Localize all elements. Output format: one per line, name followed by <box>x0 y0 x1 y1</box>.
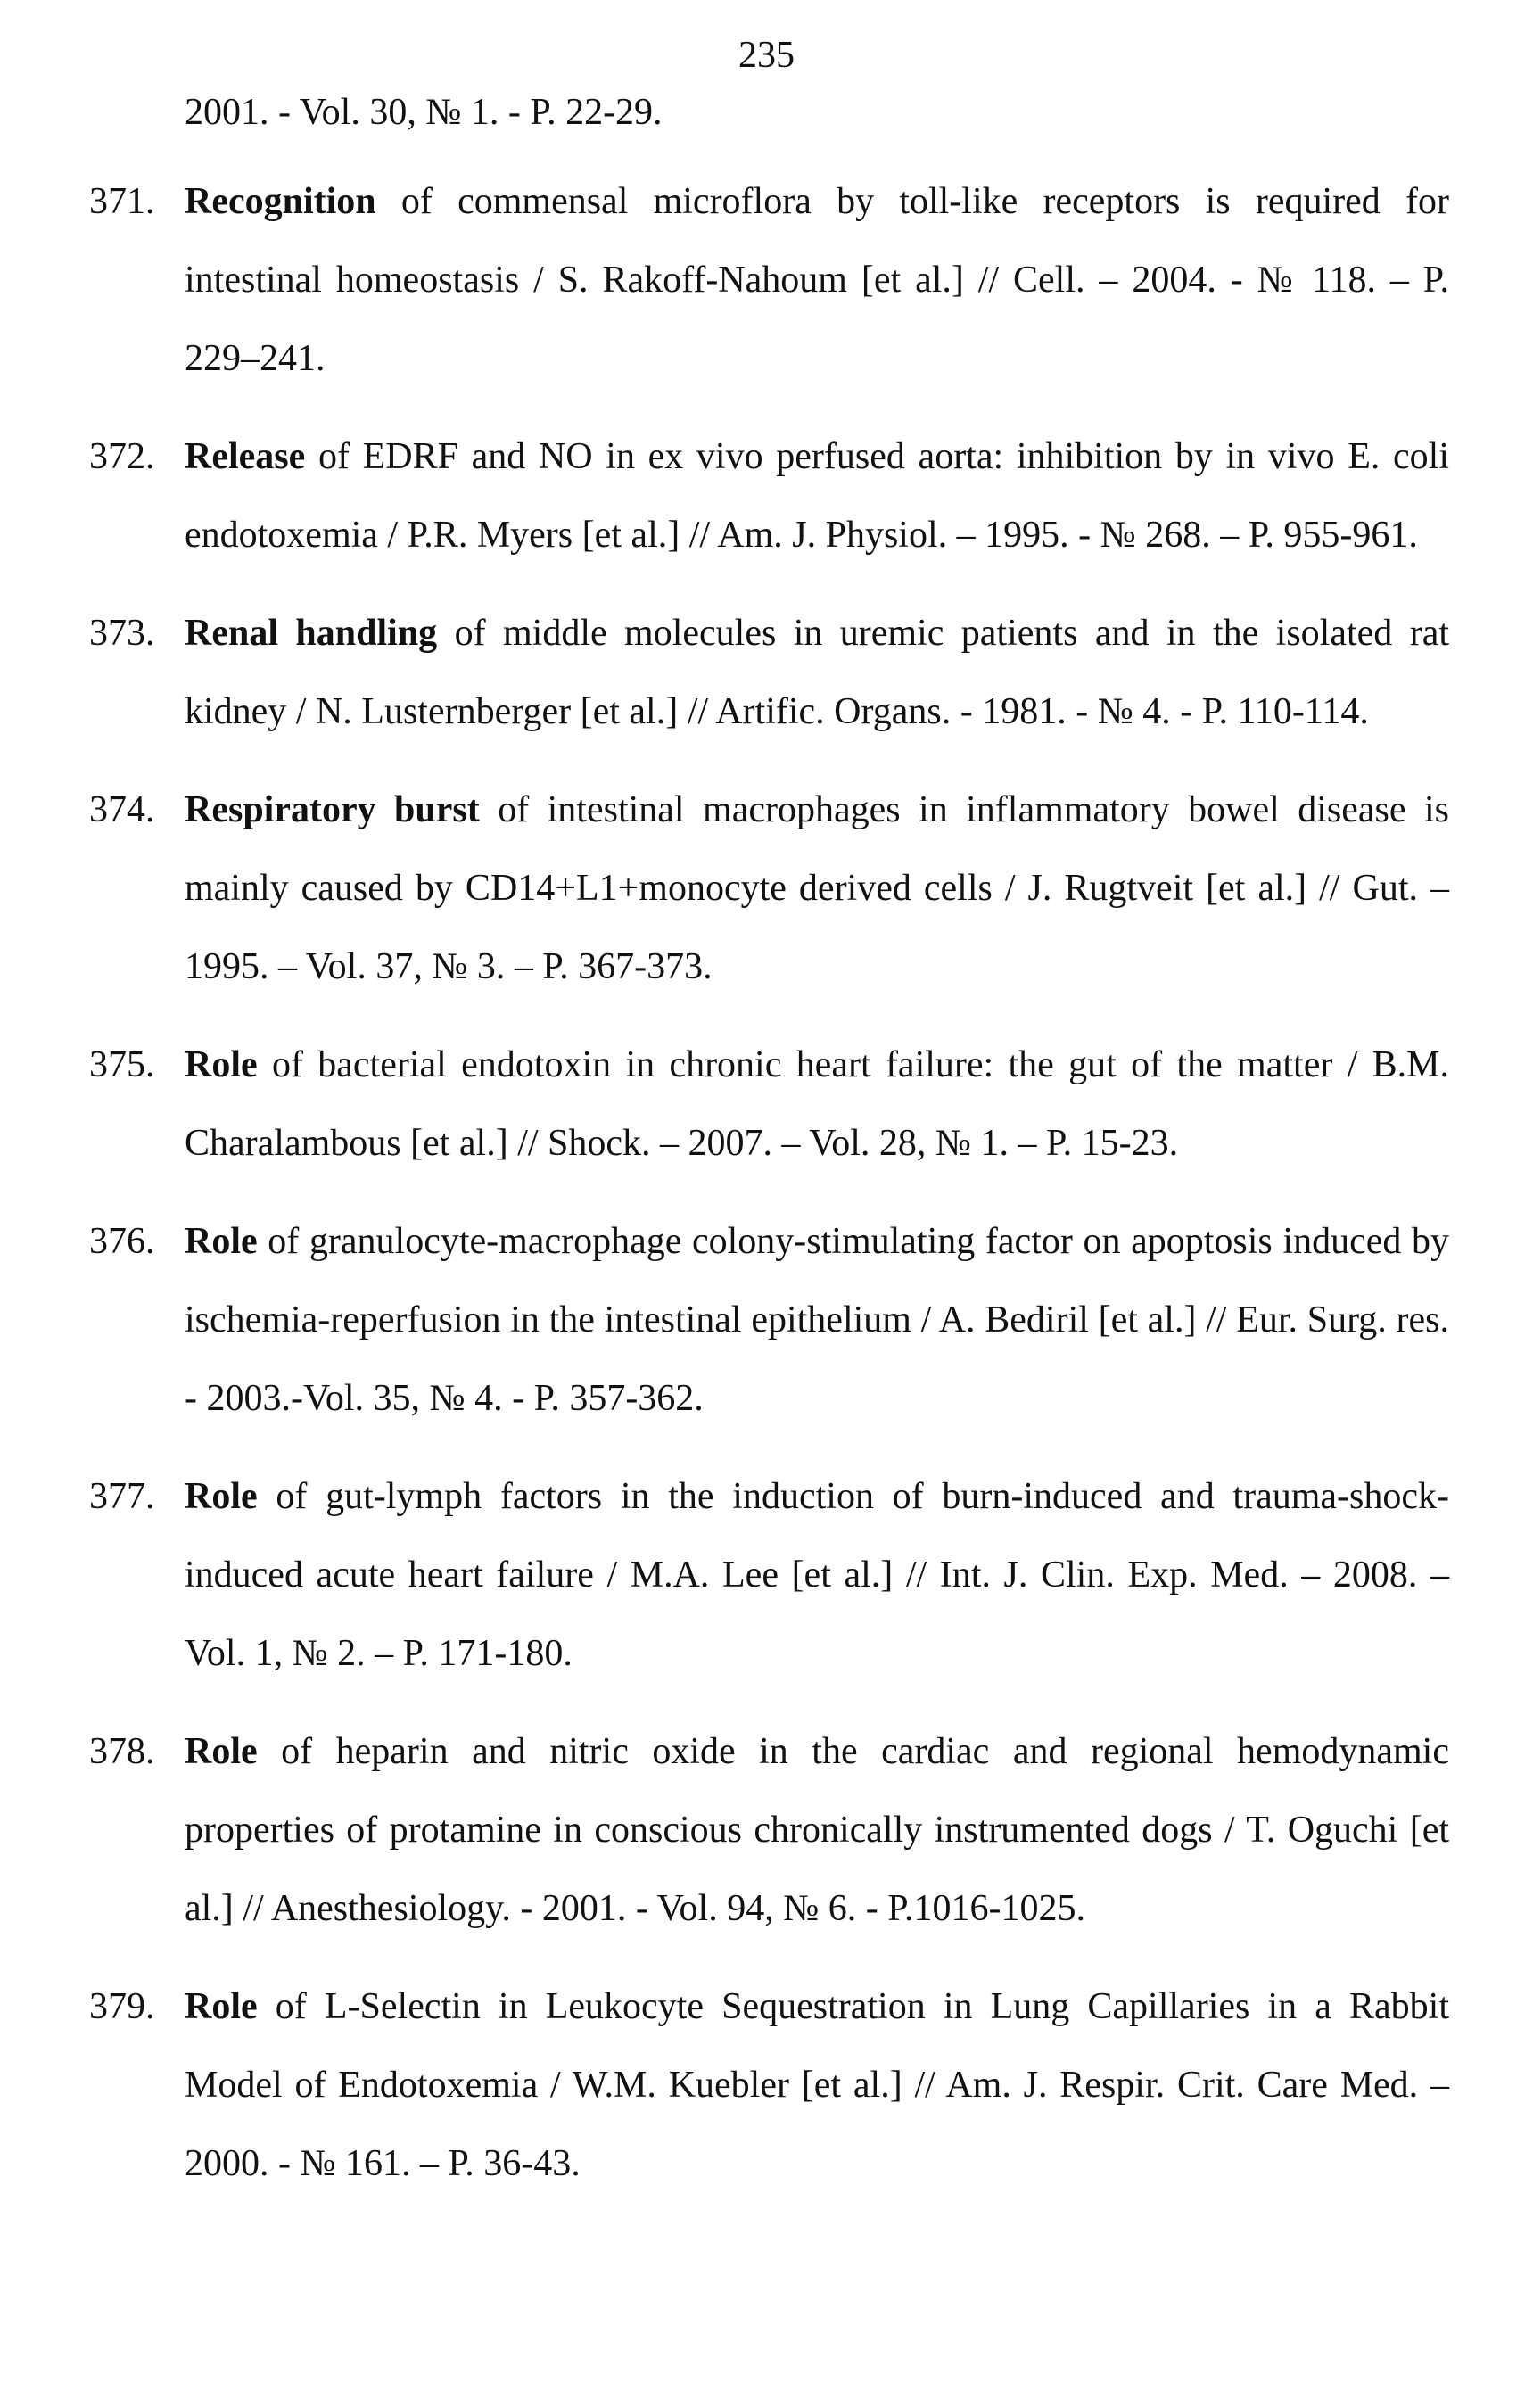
reference-lead: Respiratory burst <box>185 789 480 830</box>
reference-lead: Role <box>185 1221 258 1262</box>
reference-text <box>185 1967 1449 2203</box>
reference-item <box>0 1712 1533 1948</box>
reference-text <box>185 594 1449 751</box>
reference-number: 377. <box>89 1476 155 1517</box>
reference-text <box>185 1712 1449 1948</box>
reference-lead: Role <box>185 1731 258 1772</box>
reference-lead: Role <box>185 1986 258 2027</box>
reference-number: 378. <box>89 1731 155 1772</box>
reference-number: 376. <box>89 1221 155 1262</box>
reference-item <box>0 417 1533 574</box>
reference-body: of L-Selectin in Leukocyte Sequestration in Lung Capillaries in a Rabbit Model of Endotoxemia / W.M. Kuebler [et al.] // Am. J. Respir. Crit. Care Med. – 2000. - № 161. – P. 36-43. <box>185 1986 1449 2184</box>
reference-body: of bacterial endotoxin in chronic heart failure: the gut of the matter / B.M. Charalambous [et al.] // Shock. – 2007. – Vol. 28, № 1. – P. 15-23. <box>185 1044 1449 1164</box>
reference-lead: Release <box>185 436 306 477</box>
reference-item <box>0 1457 1533 1693</box>
page-number: 235 <box>738 35 795 76</box>
reference-number: 374. <box>89 789 155 830</box>
reference-text <box>185 417 1449 574</box>
reference-lead: Renal handling <box>185 613 438 654</box>
reference-lead: Role <box>185 1044 258 1085</box>
reference-body: of commensal microflora by toll-like receptors is required for intestinal homeostasis / S. Rakoff-Nahoum [et al.] // Cell. – 2004. - № 118. – P. 229–241. <box>185 181 1449 379</box>
reference-text <box>185 1457 1449 1693</box>
reference-body: of granulocyte-macrophage colony-stimulating factor on apoptosis induced by ischemia-reperfusion in the intestinal epithelium / A. Bediril [et al.] // Eur. Surg. res. - 2003.-Vol. 35, № 4. - P. 357-362. <box>185 1221 1449 1419</box>
reference-lead: Recognition <box>185 181 376 222</box>
reference-text <box>185 1026 1449 1183</box>
reference-item <box>0 1202 1533 1438</box>
reference-number: 372. <box>89 436 155 477</box>
reference-number: 371. <box>89 181 155 222</box>
reference-lead: Role <box>185 1476 258 1517</box>
reference-body: of middle molecules in uremic patients and in the isolated rat kidney / N. Lusternberger [et al.] // Artific. Organs. - 1981. - № 4. - P. 110-114. <box>185 613 1450 732</box>
reference-item <box>0 594 1533 751</box>
reference-body: of intestinal macrophages in inflammatory bowel disease is mainly caused by CD14+L1+monocyte derived cells / J. Rugtveit [et al.] // Gut. – 1995. – Vol. 37, № 3. – P. 367-373. <box>185 789 1449 987</box>
reference-number: 373. <box>89 613 155 654</box>
reference-body: of gut-lymph factors in the induction of burn-induced and trauma-shock-induced acute heart failure / M.A. Lee [et al.] // Int. J. Clin. Exp. Med. – 2008. – Vol. 1, № 2. – P. 171-180. <box>185 1476 1449 1674</box>
reference-list <box>0 162 1533 2222</box>
reference-text <box>185 771 1449 1006</box>
reference-text <box>185 1202 1449 1438</box>
reference-item <box>0 1967 1533 2203</box>
reference-item <box>0 1026 1533 1183</box>
reference-number: 379. <box>89 1986 155 2027</box>
reference-text <box>185 162 1449 398</box>
continued-reference-tail: 2001. - Vol. 30, № 1. - P. 22-29. <box>185 92 663 133</box>
reference-number: 375. <box>89 1044 155 1085</box>
reference-item <box>0 771 1533 1006</box>
reference-body: of EDRF and NO in ex vivo perfused aorta: inhibition by in vivo E. coli endotoxemia / P.R. Myers [et al.] // Am. J. Physiol. – 1995. - № 268. – P. 955-961. <box>185 436 1449 556</box>
reference-body: of heparin and nitric oxide in the cardiac and regional hemodynamic properties of protamine in conscious chronically instrumented dogs / T. Oguchi [et al.] // Anesthesiology. - 2001. - Vol. 94, № 6. - P.1016-1025. <box>185 1731 1449 1929</box>
reference-item <box>0 162 1533 398</box>
